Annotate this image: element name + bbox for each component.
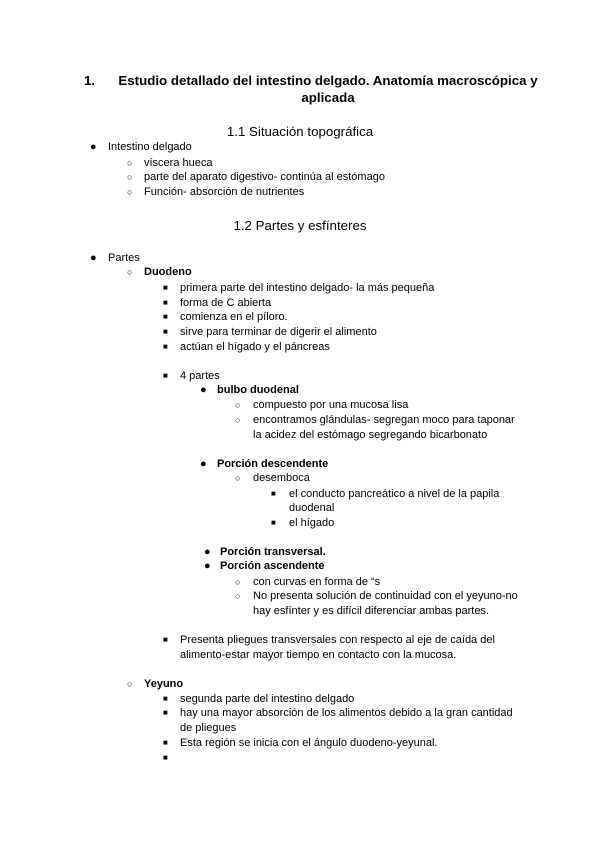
chapter-number: 1.: [84, 73, 96, 88]
transversal-label: Porción transversal.: [220, 546, 326, 558]
circle-bullet-icon: ○: [235, 577, 241, 587]
chapter-heading: [84, 72, 544, 106]
list-item-continuation: alimento-estar mayor tiempo en contacto con la mucosa.: [180, 649, 457, 661]
circle-bullet-icon: ○: [127, 187, 133, 197]
list-item: 4 partes: [180, 370, 220, 382]
section-2-title: 1.2 Partes y esfínteres: [233, 218, 367, 233]
descendente-label: Porción descendente: [217, 458, 329, 470]
disc-bullet-icon: ●: [90, 141, 97, 153]
list-item-continuation: de pliegues: [180, 722, 237, 734]
list-item: forma de C abierta: [180, 297, 272, 309]
list-item-continuation: hay esfínter y es difícil diferenciar ambas partes.: [253, 605, 489, 617]
list-item: compuesto por una mucosa lisa: [253, 399, 409, 411]
disc-bullet-icon: ●: [204, 560, 211, 572]
disc-bullet-icon: ●: [204, 546, 211, 558]
list-item: el conducto pancreático a nivel de la papila: [289, 488, 500, 500]
bulbo-label: bulbo duodenal: [217, 384, 299, 396]
list-item: el hígado: [289, 517, 335, 529]
duodeno-label: Duodeno: [144, 266, 192, 278]
circle-bullet-icon: ○: [127, 172, 133, 182]
list-item-continuation: la acidez del estómago segregando bicarbonato: [253, 429, 488, 441]
section-1-title: 1.1 Situación topográfica: [226, 124, 374, 139]
square-bullet-icon: ■: [163, 708, 168, 717]
list-item: comienza en el píloro.: [180, 311, 288, 323]
list-item: parte del aparato digestivo- continúa al estómago: [144, 171, 385, 183]
square-bullet-icon: ■: [163, 342, 168, 351]
list-item: víscera hueca: [144, 157, 213, 169]
list-item: sirve para terminar de digerir el alimento: [180, 326, 377, 338]
circle-bullet-icon: ○: [235, 415, 241, 425]
square-bullet-icon: ■: [271, 489, 276, 498]
circle-bullet-icon: ○: [235, 400, 241, 410]
square-bullet-icon: ■: [163, 635, 168, 644]
list-item: primera parte del intestino delgado- la más pequeña: [180, 282, 435, 294]
chapter-title: Estudio detallado del intestino delgado. Anatomía macroscópica y aplicada: [118, 73, 538, 105]
list-item-continuation: duodenal: [289, 502, 335, 514]
list-item: segunda parte del intestino delgado: [180, 693, 355, 705]
disc-bullet-icon: ●: [200, 458, 207, 470]
square-bullet-icon: ■: [163, 694, 168, 703]
list-item: hay una mayor absorción de los alimentos debido a la gran cantidad: [180, 707, 513, 719]
disc-bullet-icon: ●: [90, 252, 97, 264]
square-bullet-icon: ■: [271, 518, 276, 527]
circle-bullet-icon: ○: [127, 267, 133, 277]
list-item: Partes: [108, 252, 140, 264]
list-item: desemboca: [253, 472, 310, 484]
circle-bullet-icon: ○: [235, 591, 241, 601]
square-bullet-icon: ■: [163, 312, 168, 321]
circle-bullet-icon: ○: [127, 158, 133, 168]
square-bullet-icon: ■: [163, 738, 168, 747]
list-item: con curvas en forma de “s: [253, 576, 381, 588]
square-bullet-icon: ■: [163, 298, 168, 307]
square-bullet-icon: ■: [163, 283, 168, 292]
list-item: No presenta solución de continuidad con el yeyuno-no: [253, 590, 518, 602]
ascendente-label: Porción ascendente: [220, 560, 325, 572]
list-item: Esta región se inicia con el ángulo duodeno-yeyunal.: [180, 737, 438, 749]
list-item: encontramos glándulas- segregan moco para taponar: [253, 414, 515, 426]
list-item: actúan el hígado y el páncreas: [180, 341, 330, 353]
list-item: Función- absorción de nutrientes: [144, 186, 305, 198]
square-bullet-icon: ■: [163, 753, 168, 762]
list-item: Presenta pliegues transversales con respecto al eje de caída del: [180, 634, 495, 646]
circle-bullet-icon: ○: [235, 473, 241, 483]
circle-bullet-icon: ○: [127, 679, 133, 689]
disc-bullet-icon: ●: [200, 384, 207, 396]
yeyuno-label: Yeyuno: [144, 678, 184, 690]
square-bullet-icon: ■: [163, 371, 168, 380]
square-bullet-icon: ■: [163, 327, 168, 336]
list-item: Intestino delgado: [108, 141, 192, 153]
